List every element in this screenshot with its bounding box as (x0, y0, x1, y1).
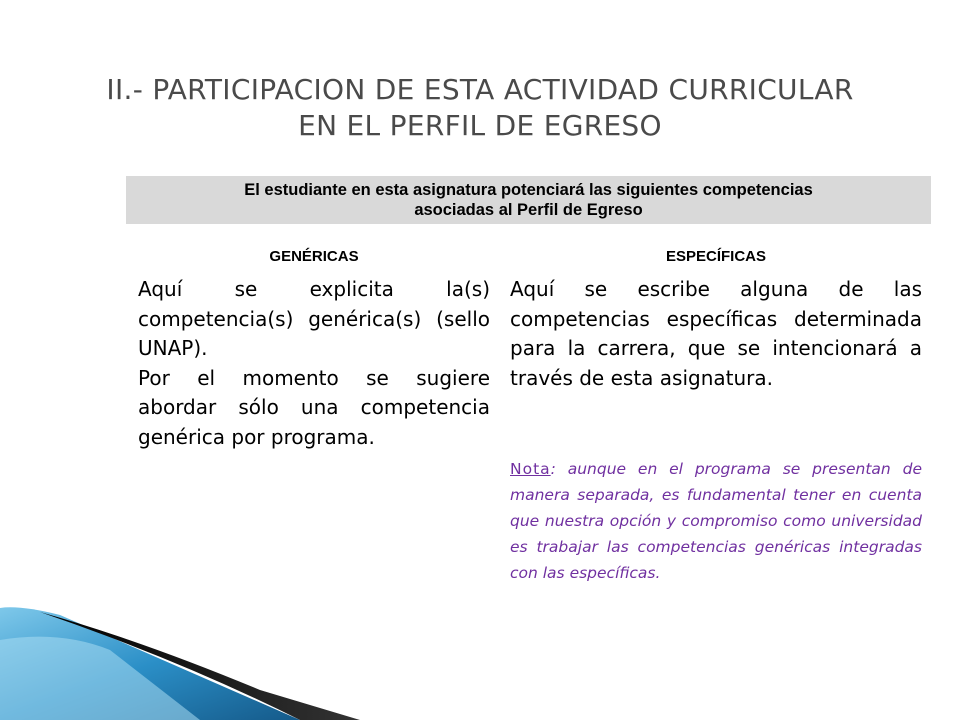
title-line-1: II.- PARTICIPACION DE ESTA ACTIVIDAD CURRICULAR (106, 73, 854, 106)
note-paragraph (510, 456, 922, 586)
title-line-2: EN EL PERFIL DE EGRESO (298, 109, 662, 142)
competencies-banner (126, 176, 931, 224)
especificas-paragraph-1: Aquí se escribe alguna de las competencias específicas determinada para la carrera, que se intencionará a través de esta asignatura. (510, 277, 922, 390)
banner-line-1: El estudiante en esta asignatura potenciará las siguientes competencias (244, 181, 813, 199)
especificas-column (510, 275, 922, 393)
note-text: : aunque en el programa se presentan de manera separada, es fundamental tener en cuenta que nuestra opción y compromiso como universidad es trabajar las competencias genéricas integradas con las específicas. (510, 460, 922, 582)
especificas-header: ESPECÍFICAS (665, 248, 767, 265)
note-label: Nota (510, 460, 551, 478)
genericas-column (138, 275, 490, 452)
genericas-header: GENÉRICAS (269, 248, 359, 265)
genericas-paragraph-1: Aquí se explicita la(s) competencia(s) genérica(s) (sello UNAP). (138, 277, 490, 360)
banner-line-2: asociadas al Perfil de Egreso (414, 201, 643, 219)
slide-title (40, 72, 920, 144)
genericas-paragraph-2: Por el momento se sugiere abordar sólo una competencia genérica por programa. (138, 365, 490, 449)
